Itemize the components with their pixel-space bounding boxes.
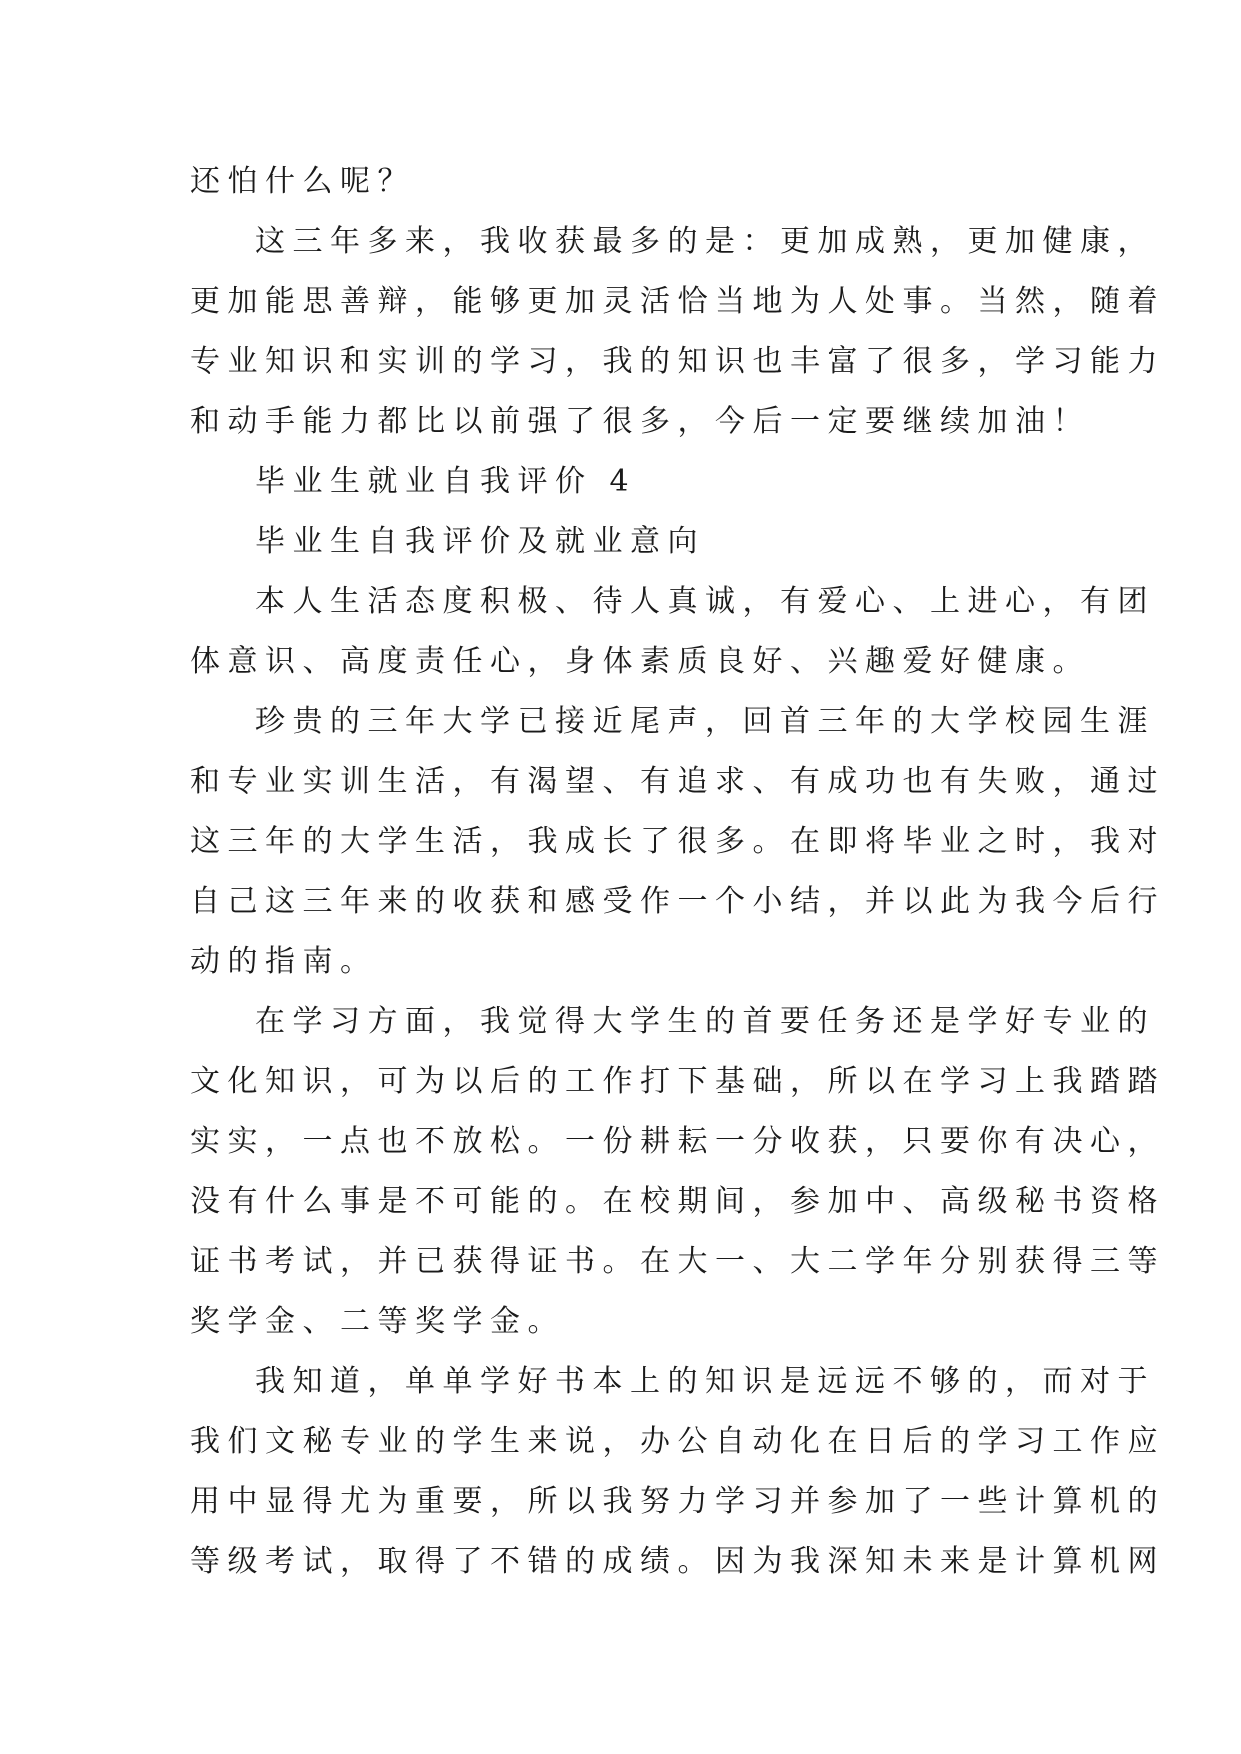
section-heading: 毕业生就业自我评价 4	[255, 464, 637, 499]
text-line: 等级考试，取得了不错的成绩。因为我深知未来是计算机网	[190, 1544, 1165, 1579]
text-line: 更加能思善辩，能够更加灵活恰当地为人处事。当然，随着	[190, 284, 1165, 319]
text-line: 这三年多来，我收获最多的是：更加成熟，更加健康，	[255, 224, 1155, 259]
document-page	[190, 152, 1165, 1592]
text-line: 专业知识和实训的学习，我的知识也丰富了很多，学习能力	[190, 344, 1165, 379]
text-line: 体意识、高度责任心，身体素质良好、兴趣爱好健康。	[190, 644, 1090, 679]
text-line: 还怕什么呢？	[190, 164, 415, 199]
text-line: 没有什么事是不可能的。在校期间，参加中、高级秘书资格	[190, 1184, 1165, 1219]
section-subheading: 毕业生自我评价及就业意向	[255, 524, 705, 559]
text-line: 和专业实训生活，有渴望、有追求、有成功也有失败，通过	[190, 764, 1165, 799]
text-line: 珍贵的三年大学已接近尾声，回首三年的大学校园生涯	[255, 704, 1155, 739]
text-line: 实实，一点也不放松。一份耕耘一分收获，只要你有决心，	[190, 1124, 1165, 1159]
text-line: 我们文秘专业的学生来说，办公自动化在日后的学习工作应	[190, 1424, 1165, 1459]
text-line: 文化知识，可为以后的工作打下基础，所以在学习上我踏踏	[190, 1064, 1165, 1099]
text-line: 和动手能力都比以前强了很多，今后一定要继续加油！	[190, 404, 1090, 439]
text-line: 这三年的大学生活，我成长了很多。在即将毕业之时，我对	[190, 824, 1165, 859]
text-line: 我知道，单单学好书本上的知识是远远不够的，而对于	[255, 1364, 1155, 1399]
text-line: 奖学金、二等奖学金。	[190, 1304, 565, 1339]
text-line: 动的指南。	[190, 944, 378, 979]
text-line: 在学习方面，我觉得大学生的首要任务还是学好专业的	[255, 1004, 1155, 1039]
text-line: 本人生活态度积极、待人真诚，有爱心、上进心，有团	[255, 584, 1155, 619]
text-line: 证书考试，并已获得证书。在大一、大二学年分别获得三等	[190, 1244, 1165, 1279]
text-line: 自己这三年来的收获和感受作一个小结，并以此为我今后行	[190, 884, 1165, 919]
text-line: 用中显得尤为重要，所以我努力学习并参加了一些计算机的	[190, 1484, 1165, 1519]
